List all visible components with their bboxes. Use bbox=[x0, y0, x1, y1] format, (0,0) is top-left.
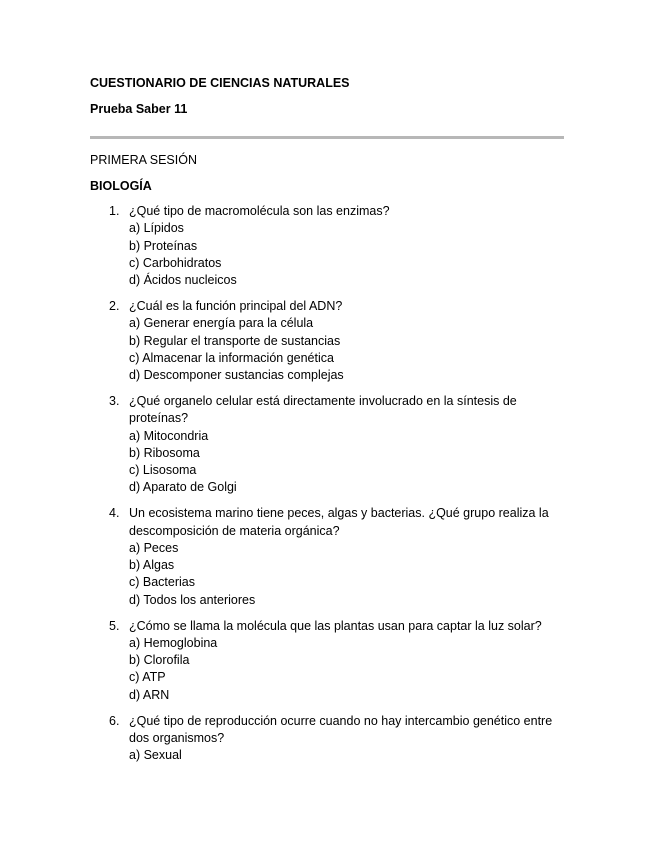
answer-option: a) Peces bbox=[129, 540, 179, 555]
document-title: CUESTIONARIO DE CIENCIAS NATURALES bbox=[90, 76, 350, 90]
answer-option: d) Ácidos nucleicos bbox=[129, 273, 237, 288]
answer-option: a) Sexual bbox=[129, 748, 182, 763]
question-item bbox=[90, 505, 564, 609]
option-list bbox=[129, 540, 564, 609]
answer-option: b) Ribosoma bbox=[129, 445, 200, 460]
question-item bbox=[90, 393, 564, 497]
question-number: 2. bbox=[109, 298, 120, 313]
question-number: 1. bbox=[109, 204, 120, 218]
answer-option: d) Descomponer sustancias complejas bbox=[129, 368, 344, 383]
question-text: ¿Qué organelo celular está directamente involucrado en la síntesis de proteínas? bbox=[129, 393, 517, 426]
session-heading: PRIMERA SESIÓN bbox=[90, 153, 197, 167]
option-list bbox=[129, 747, 564, 764]
question-item bbox=[90, 298, 564, 384]
question-item bbox=[90, 618, 564, 704]
question-number: 4. bbox=[109, 506, 120, 521]
question-text: ¿Cuál es la función principal del ADN? bbox=[129, 298, 343, 313]
answer-option: b) Clorofila bbox=[129, 653, 190, 668]
question-text: ¿Qué tipo de reproducción ocurre cuando no hay intercambio genético entre dos organismos? bbox=[129, 713, 553, 745]
subject-heading: BIOLOGÍA bbox=[90, 179, 152, 193]
answer-option: c) Carbohidratos bbox=[129, 255, 222, 270]
answer-option: b) Regular el transporte de sustancias bbox=[129, 333, 341, 348]
horizontal-divider bbox=[90, 136, 564, 139]
answer-option: d) Aparato de Golgi bbox=[129, 480, 237, 495]
question-text: Un ecosistema marino tiene peces, algas y bacterias. ¿Qué grupo realiza la descomposición de materia orgánica? bbox=[129, 506, 549, 538]
option-list bbox=[129, 315, 564, 384]
question-number: 3. bbox=[109, 393, 120, 408]
answer-option: b) Algas bbox=[129, 558, 175, 573]
answer-option: c) Bacterias bbox=[129, 575, 195, 590]
question-number: 6. bbox=[109, 713, 120, 728]
answer-option: a) Mitocondria bbox=[129, 428, 209, 443]
question-list bbox=[90, 203, 564, 773]
question-item bbox=[90, 713, 564, 765]
answer-option: a) Hemoglobina bbox=[129, 635, 218, 650]
answer-option: a) Generar energía para la célula bbox=[129, 316, 314, 331]
answer-option: c) ATP bbox=[129, 670, 166, 685]
answer-option: c) Almacenar la información genética bbox=[129, 350, 334, 365]
question-text: ¿Cómo se llama la molécula que las plantas usan para captar la luz solar? bbox=[129, 618, 542, 633]
document-subtitle: Prueba Saber 11 bbox=[90, 102, 188, 116]
answer-option: d) Todos los anteriores bbox=[129, 592, 256, 607]
answer-option: b) Proteínas bbox=[129, 238, 198, 253]
question-number: 5. bbox=[109, 618, 120, 633]
option-list bbox=[129, 220, 564, 289]
option-list bbox=[129, 428, 564, 497]
question-text: ¿Qué tipo de macromolécula son las enzimas? bbox=[129, 204, 390, 218]
answer-option: c) Lisosoma bbox=[129, 463, 197, 478]
answer-option: d) ARN bbox=[129, 687, 170, 702]
answer-option: a) Lípidos bbox=[129, 221, 184, 236]
question-item bbox=[90, 203, 564, 289]
option-list bbox=[129, 635, 564, 704]
